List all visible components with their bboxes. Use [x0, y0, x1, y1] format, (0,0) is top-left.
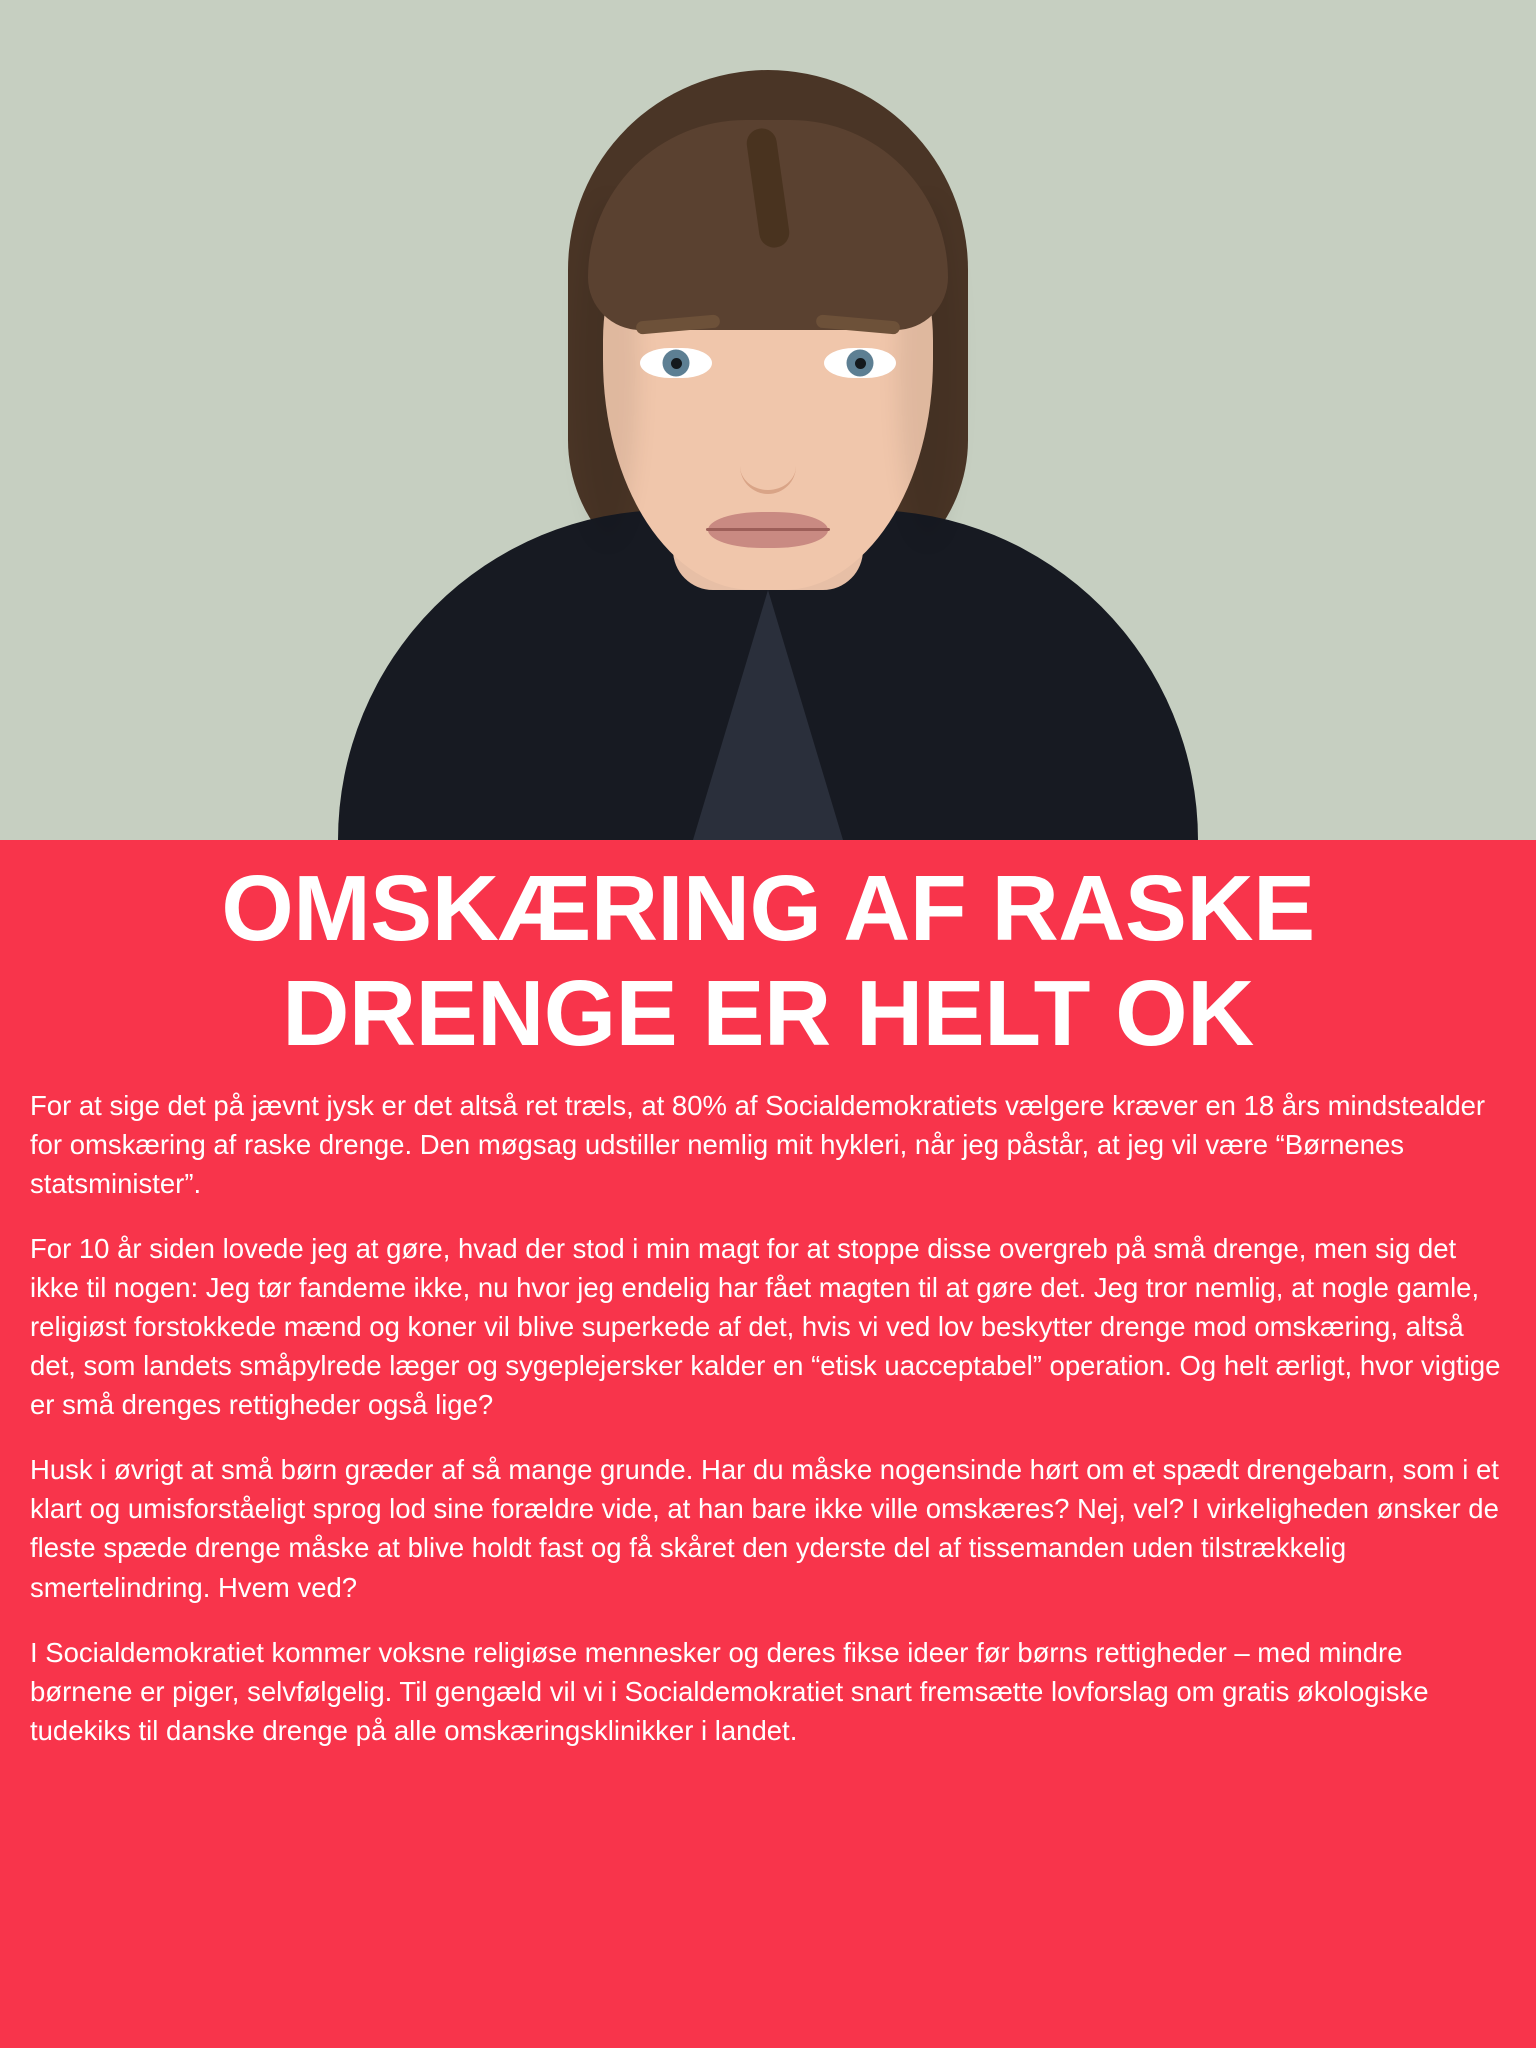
body-paragraph: For 10 år siden lovede jeg at gøre, hvad der stod i min magt for at stoppe disse overgreb på små drenge, men sig det ikke til nogen: Jeg tør fandeme ikke, nu hvor jeg endelig har fået magten til at gøre det. Jeg tror nemlig, at nogle gamle, religiøst forstokkede mænd og koner vil blive superkede af det, hvis vi ved lov beskytter drenge mod omskæring, altså det, som landets småpylrede læger og sygeplejersker kalder en “etisk uacceptabel” operation. Og helt ærligt, hvor vigtige er små drenges rettigheder også lige? — [30, 1233, 1501, 1421]
nose-shape — [740, 400, 796, 494]
portrait-photo — [0, 0, 1536, 840]
pupil-right — [855, 358, 866, 369]
portrait-illustration — [338, 0, 1198, 840]
red-text-panel — [0, 840, 1536, 2048]
body-copy — [0, 1060, 1536, 1750]
eye-left — [640, 348, 712, 378]
headline — [0, 840, 1536, 1065]
body-paragraph: I Socialdemokratiet kommer voksne religiøse mennesker og deres fikse ideer før børns rettigheder – med mindre børnene er piger, selvfølgelig. Til gengæld vil vi i Socialdemokratiet snart fremsætte lovforslag om gratis økologiske tudekiks til danske drenge på alle omskæringsklinikker i landet. — [30, 1636, 1429, 1746]
iris-right — [847, 350, 874, 377]
eye-right — [824, 348, 896, 378]
iris-left — [663, 350, 690, 377]
body-paragraph: For at sige det på jævnt jysk er det altså ret træls, at 80% af Socialdemokratiets vælgere kræver en 18 års mindstealder for omskæring af raske drenge. Den møgsag udstiller nemlig mit hykleri, når jeg påstår, at jeg vil være “Børnenes statsminister”. — [30, 1090, 1486, 1200]
mouth-line — [706, 528, 830, 531]
pupil-left — [671, 358, 682, 369]
headline-line-2: DRENGE ER HELT OK — [282, 961, 1254, 1065]
body-paragraph: Husk i øvrigt at små børn græder af så mange grunde. Har du måske nogensinde hørt om et spædt drengebarn, som i et klart og umisforståeligt sprog lod sine forældre vide, at han bare ikke ville omskæres? Nej, vel? I virkeligheden ønsker de fleste spæde drenge måske at blive holdt fast og få skåret den yderste del af tissemanden uden tilstrækkelig smertelindring. Hvem ved? — [30, 1454, 1499, 1603]
headline-line-1: OMSKÆRING AF RASKE — [221, 856, 1315, 960]
